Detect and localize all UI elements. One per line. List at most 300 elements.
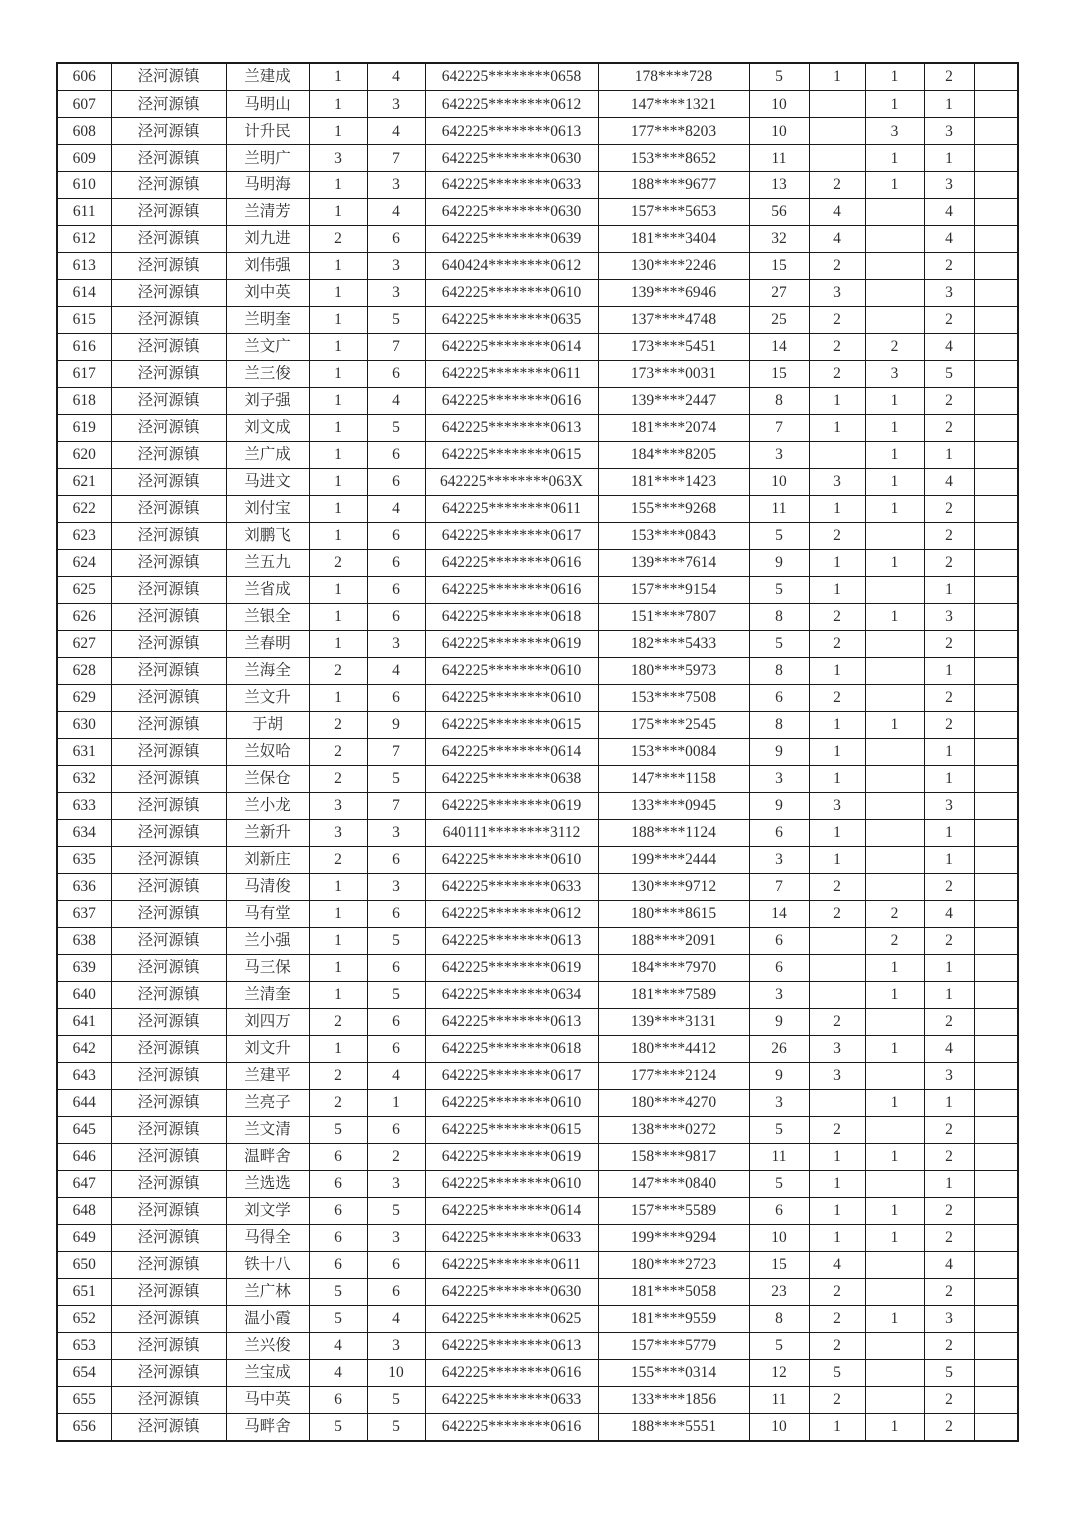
- cell-blank: [974, 91, 1018, 118]
- cell-num-d: 2: [809, 900, 865, 927]
- cell-num-f: 2: [924, 415, 974, 442]
- cell-phone: 199****9294: [598, 1224, 749, 1251]
- cell-num-d: 1: [809, 577, 865, 604]
- cell-town: 泾河源镇: [111, 361, 226, 388]
- cell-town: 泾河源镇: [111, 819, 226, 846]
- cell-num-f: 2: [924, 873, 974, 900]
- cell-num-c: 15: [749, 1251, 809, 1278]
- cell-seq: 649: [57, 1224, 111, 1251]
- cell-name: 马有堂: [226, 900, 309, 927]
- cell-seq: 643: [57, 1062, 111, 1089]
- cell-num-b: 6: [367, 469, 425, 496]
- cell-phone: 188****1124: [598, 819, 749, 846]
- cell-id-number: 642225********0614: [425, 334, 598, 361]
- cell-blank: [974, 738, 1018, 765]
- cell-num-b: 4: [367, 388, 425, 415]
- cell-town: 泾河源镇: [111, 1251, 226, 1278]
- cell-num-d: 2: [809, 630, 865, 657]
- cell-name: 兰银全: [226, 604, 309, 631]
- cell-num-f: 1: [924, 819, 974, 846]
- cell-num-a: 1: [309, 307, 367, 334]
- cell-id-number: 642225********0610: [425, 657, 598, 684]
- cell-num-d: 2: [809, 1278, 865, 1305]
- cell-num-a: 1: [309, 361, 367, 388]
- cell-num-e: [865, 1251, 924, 1278]
- cell-num-c: 5: [749, 1170, 809, 1197]
- cell-town: 泾河源镇: [111, 253, 226, 280]
- cell-num-a: 1: [309, 172, 367, 199]
- cell-num-b: 3: [367, 873, 425, 900]
- cell-num-b: 3: [367, 1224, 425, 1251]
- cell-num-a: 6: [309, 1224, 367, 1251]
- cell-num-f: 1: [924, 954, 974, 981]
- cell-name: 铁十八: [226, 1251, 309, 1278]
- cell-seq: 608: [57, 118, 111, 145]
- cell-num-a: 2: [309, 738, 367, 765]
- cell-num-e: 1: [865, 388, 924, 415]
- cell-num-c: 10: [749, 91, 809, 118]
- cell-num-e: [865, 1278, 924, 1305]
- cell-num-d: 2: [809, 1116, 865, 1143]
- cell-num-a: 2: [309, 1062, 367, 1089]
- cell-num-b: 3: [367, 172, 425, 199]
- cell-num-b: 6: [367, 226, 425, 253]
- cell-num-b: 4: [367, 1062, 425, 1089]
- cell-num-f: 2: [924, 1224, 974, 1251]
- cell-phone: 182****5433: [598, 630, 749, 657]
- table-row: [57, 1035, 1018, 1062]
- cell-phone: 173****0031: [598, 361, 749, 388]
- cell-phone: 153****8652: [598, 145, 749, 172]
- cell-town: 泾河源镇: [111, 1089, 226, 1116]
- cell-num-e: [865, 577, 924, 604]
- cell-num-d: 2: [809, 604, 865, 631]
- cell-num-a: 1: [309, 630, 367, 657]
- table-row: [57, 954, 1018, 981]
- cell-num-a: 5: [309, 1116, 367, 1143]
- cell-num-d: 1: [809, 388, 865, 415]
- cell-town: 泾河源镇: [111, 873, 226, 900]
- cell-blank: [974, 604, 1018, 631]
- cell-num-d: 1: [809, 1413, 865, 1441]
- cell-num-b: 6: [367, 1251, 425, 1278]
- cell-num-e: [865, 1116, 924, 1143]
- cell-num-e: 1: [865, 1413, 924, 1441]
- cell-town: 泾河源镇: [111, 657, 226, 684]
- cell-num-c: 3: [749, 442, 809, 469]
- cell-town: 泾河源镇: [111, 1305, 226, 1332]
- cell-num-c: 6: [749, 819, 809, 846]
- cell-seq: 646: [57, 1143, 111, 1170]
- table-row: [57, 819, 1018, 846]
- cell-id-number: 642225********0617: [425, 1062, 598, 1089]
- table-row: [57, 846, 1018, 873]
- cell-num-b: 6: [367, 1008, 425, 1035]
- cell-num-f: 4: [924, 900, 974, 927]
- cell-seq: 651: [57, 1278, 111, 1305]
- table-row: [57, 280, 1018, 307]
- cell-seq: 615: [57, 307, 111, 334]
- cell-blank: [974, 981, 1018, 1008]
- cell-num-b: 6: [367, 684, 425, 711]
- cell-num-b: 4: [367, 657, 425, 684]
- cell-num-f: 2: [924, 1332, 974, 1359]
- table-row: [57, 172, 1018, 199]
- cell-seq: 619: [57, 415, 111, 442]
- cell-num-b: 7: [367, 738, 425, 765]
- cell-num-a: 6: [309, 1251, 367, 1278]
- cell-blank: [974, 388, 1018, 415]
- cell-phone: 180****4270: [598, 1089, 749, 1116]
- cell-name: 于胡: [226, 711, 309, 738]
- cell-blank: [974, 1278, 1018, 1305]
- table-row: [57, 577, 1018, 604]
- cell-town: 泾河源镇: [111, 738, 226, 765]
- cell-num-e: 1: [865, 145, 924, 172]
- cell-num-b: 5: [367, 927, 425, 954]
- cell-num-c: 6: [749, 927, 809, 954]
- cell-id-number: 642225********0611: [425, 1251, 598, 1278]
- cell-id-number: 642225********0614: [425, 738, 598, 765]
- cell-id-number: 642225********0630: [425, 1278, 598, 1305]
- cell-phone: 138****0272: [598, 1116, 749, 1143]
- cell-seq: 606: [57, 63, 111, 91]
- cell-town: 泾河源镇: [111, 1035, 226, 1062]
- cell-num-e: [865, 280, 924, 307]
- cell-num-a: 2: [309, 226, 367, 253]
- cell-seq: 650: [57, 1251, 111, 1278]
- cell-seq: 640: [57, 981, 111, 1008]
- cell-name: 兰新升: [226, 819, 309, 846]
- cell-seq: 638: [57, 927, 111, 954]
- cell-id-number: 642225********0619: [425, 630, 598, 657]
- table-row: [57, 1224, 1018, 1251]
- cell-num-e: [865, 1170, 924, 1197]
- cell-num-f: 2: [924, 630, 974, 657]
- cell-num-e: 1: [865, 172, 924, 199]
- cell-blank: [974, 765, 1018, 792]
- cell-num-e: [865, 226, 924, 253]
- table-row: [57, 1116, 1018, 1143]
- cell-id-number: 642225********0658: [425, 63, 598, 91]
- cell-town: 泾河源镇: [111, 334, 226, 361]
- cell-num-f: 3: [924, 792, 974, 819]
- cell-num-f: 1: [924, 1089, 974, 1116]
- cell-id-number: 642225********0613: [425, 1008, 598, 1035]
- cell-num-e: [865, 1008, 924, 1035]
- cell-num-e: [865, 765, 924, 792]
- table-row: [57, 63, 1018, 91]
- cell-num-f: 4: [924, 1035, 974, 1062]
- cell-name: 刘付宝: [226, 496, 309, 523]
- cell-num-b: 6: [367, 550, 425, 577]
- cell-id-number: 642225********0634: [425, 981, 598, 1008]
- cell-blank: [974, 1008, 1018, 1035]
- cell-num-b: 3: [367, 1332, 425, 1359]
- cell-num-e: [865, 307, 924, 334]
- cell-num-e: 1: [865, 1143, 924, 1170]
- cell-seq: 635: [57, 846, 111, 873]
- cell-phone: 130****2246: [598, 253, 749, 280]
- table-row: [57, 91, 1018, 118]
- cell-phone: 147****0840: [598, 1170, 749, 1197]
- cell-phone: 180****4412: [598, 1035, 749, 1062]
- cell-name: 兰五九: [226, 550, 309, 577]
- cell-blank: [974, 550, 1018, 577]
- cell-num-c: 8: [749, 1305, 809, 1332]
- cell-blank: [974, 1359, 1018, 1386]
- cell-num-c: 8: [749, 711, 809, 738]
- table-row: [57, 415, 1018, 442]
- cell-blank: [974, 1035, 1018, 1062]
- cell-name: 兰省成: [226, 577, 309, 604]
- cell-num-e: 1: [865, 1089, 924, 1116]
- table-row: [57, 981, 1018, 1008]
- table-row: [57, 334, 1018, 361]
- cell-num-b: 6: [367, 846, 425, 873]
- cell-num-b: 3: [367, 819, 425, 846]
- cell-id-number: 642225********0612: [425, 900, 598, 927]
- cell-num-e: [865, 1359, 924, 1386]
- cell-town: 泾河源镇: [111, 442, 226, 469]
- cell-num-a: 1: [309, 1035, 367, 1062]
- cell-num-f: 1: [924, 981, 974, 1008]
- cell-seq: 622: [57, 496, 111, 523]
- cell-num-c: 15: [749, 361, 809, 388]
- cell-blank: [974, 253, 1018, 280]
- table-row: [57, 792, 1018, 819]
- cell-num-c: 5: [749, 577, 809, 604]
- cell-seq: 629: [57, 684, 111, 711]
- cell-num-e: 1: [865, 442, 924, 469]
- cell-seq: 610: [57, 172, 111, 199]
- cell-num-f: 1: [924, 145, 974, 172]
- cell-blank: [974, 1305, 1018, 1332]
- cell-num-d: 3: [809, 792, 865, 819]
- cell-id-number: 642225********0613: [425, 1332, 598, 1359]
- cell-seq: 636: [57, 873, 111, 900]
- cell-num-a: 1: [309, 388, 367, 415]
- cell-num-c: 9: [749, 550, 809, 577]
- cell-name: 刘四万: [226, 1008, 309, 1035]
- cell-num-d: 2: [809, 361, 865, 388]
- cell-name: 刘子强: [226, 388, 309, 415]
- cell-num-e: [865, 792, 924, 819]
- cell-num-a: 6: [309, 1386, 367, 1413]
- cell-num-a: 2: [309, 550, 367, 577]
- cell-phone: 177****8203: [598, 118, 749, 145]
- table-row: [57, 900, 1018, 927]
- cell-num-a: 3: [309, 145, 367, 172]
- cell-num-c: 6: [749, 1197, 809, 1224]
- cell-id-number: 642225********0619: [425, 1143, 598, 1170]
- cell-num-a: 6: [309, 1170, 367, 1197]
- table-row: [57, 1305, 1018, 1332]
- cell-id-number: 640424********0612: [425, 253, 598, 280]
- table-row: [57, 442, 1018, 469]
- cell-num-b: 4: [367, 496, 425, 523]
- cell-name: 马三保: [226, 954, 309, 981]
- cell-num-f: 4: [924, 226, 974, 253]
- table-row: [57, 873, 1018, 900]
- cell-num-e: 1: [865, 469, 924, 496]
- cell-seq: 648: [57, 1197, 111, 1224]
- cell-town: 泾河源镇: [111, 765, 226, 792]
- cell-seq: 628: [57, 657, 111, 684]
- cell-name: 马明山: [226, 91, 309, 118]
- cell-num-a: 2: [309, 657, 367, 684]
- cell-phone: 139****7614: [598, 550, 749, 577]
- cell-num-b: 6: [367, 577, 425, 604]
- cell-id-number: 642225********0613: [425, 118, 598, 145]
- cell-name: 兰保仓: [226, 765, 309, 792]
- cell-town: 泾河源镇: [111, 226, 226, 253]
- cell-seq: 626: [57, 604, 111, 631]
- cell-num-e: 1: [865, 550, 924, 577]
- cell-num-c: 10: [749, 1224, 809, 1251]
- cell-phone: 157****5779: [598, 1332, 749, 1359]
- cell-num-d: [809, 145, 865, 172]
- cell-num-e: 2: [865, 334, 924, 361]
- cell-phone: 155****0314: [598, 1359, 749, 1386]
- cell-num-c: 6: [749, 954, 809, 981]
- cell-blank: [974, 711, 1018, 738]
- cell-id-number: 642225********0610: [425, 1170, 598, 1197]
- cell-id-number: 642225********0630: [425, 199, 598, 226]
- cell-num-e: [865, 199, 924, 226]
- cell-blank: [974, 199, 1018, 226]
- cell-num-e: 1: [865, 63, 924, 91]
- cell-seq: 641: [57, 1008, 111, 1035]
- cell-phone: 188****2091: [598, 927, 749, 954]
- cell-num-c: 11: [749, 145, 809, 172]
- cell-phone: 139****2447: [598, 388, 749, 415]
- cell-id-number: 642225********0615: [425, 711, 598, 738]
- cell-num-e: [865, 873, 924, 900]
- cell-town: 泾河源镇: [111, 1224, 226, 1251]
- cell-num-e: [865, 657, 924, 684]
- cell-town: 泾河源镇: [111, 145, 226, 172]
- cell-id-number: 642225********0615: [425, 1116, 598, 1143]
- cell-num-a: 1: [309, 981, 367, 1008]
- cell-num-c: 5: [749, 1116, 809, 1143]
- cell-num-f: 1: [924, 91, 974, 118]
- table-row: [57, 226, 1018, 253]
- cell-phone: 181****2074: [598, 415, 749, 442]
- cell-num-a: 1: [309, 91, 367, 118]
- table-row: [57, 253, 1018, 280]
- cell-num-f: 1: [924, 846, 974, 873]
- cell-num-d: 2: [809, 684, 865, 711]
- cell-id-number: 642225********0633: [425, 1386, 598, 1413]
- cell-town: 泾河源镇: [111, 469, 226, 496]
- cell-phone: 180****2723: [598, 1251, 749, 1278]
- cell-seq: 656: [57, 1413, 111, 1441]
- cell-blank: [974, 954, 1018, 981]
- cell-num-a: 3: [309, 792, 367, 819]
- cell-num-c: 7: [749, 873, 809, 900]
- cell-num-e: [865, 846, 924, 873]
- cell-num-c: 8: [749, 657, 809, 684]
- cell-num-e: 1: [865, 91, 924, 118]
- cell-num-b: 4: [367, 1305, 425, 1332]
- cell-num-b: 3: [367, 1170, 425, 1197]
- cell-seq: 612: [57, 226, 111, 253]
- cell-id-number: 642225********0614: [425, 1197, 598, 1224]
- cell-num-a: 1: [309, 577, 367, 604]
- cell-name: 刘鹏飞: [226, 523, 309, 550]
- cell-num-f: 2: [924, 1413, 974, 1441]
- cell-num-d: 1: [809, 1197, 865, 1224]
- cell-id-number: 642225********0616: [425, 550, 598, 577]
- table-row: [57, 469, 1018, 496]
- cell-town: 泾河源镇: [111, 1359, 226, 1386]
- cell-name: 马中英: [226, 1386, 309, 1413]
- cell-blank: [974, 684, 1018, 711]
- cell-num-a: 1: [309, 684, 367, 711]
- cell-num-a: 1: [309, 118, 367, 145]
- cell-town: 泾河源镇: [111, 846, 226, 873]
- cell-num-e: [865, 523, 924, 550]
- cell-num-d: 3: [809, 1062, 865, 1089]
- table-row: [57, 307, 1018, 334]
- cell-blank: [974, 1062, 1018, 1089]
- cell-phone: 147****1158: [598, 765, 749, 792]
- cell-num-f: 2: [924, 684, 974, 711]
- cell-id-number: 642225********0633: [425, 172, 598, 199]
- cell-num-d: [809, 981, 865, 1008]
- cell-num-f: 1: [924, 1170, 974, 1197]
- cell-name: 兰海全: [226, 657, 309, 684]
- cell-num-f: 2: [924, 253, 974, 280]
- cell-blank: [974, 873, 1018, 900]
- cell-num-e: 1: [865, 711, 924, 738]
- cell-blank: [974, 792, 1018, 819]
- cell-town: 泾河源镇: [111, 91, 226, 118]
- cell-phone: 181****1423: [598, 469, 749, 496]
- cell-town: 泾河源镇: [111, 1386, 226, 1413]
- cell-num-c: 3: [749, 1089, 809, 1116]
- cell-name: 兰文广: [226, 334, 309, 361]
- cell-id-number: 642225********0615: [425, 442, 598, 469]
- cell-phone: 137****4748: [598, 307, 749, 334]
- cell-id-number: 642225********0613: [425, 927, 598, 954]
- cell-blank: [974, 145, 1018, 172]
- cell-num-e: 1: [865, 604, 924, 631]
- cell-num-f: 4: [924, 469, 974, 496]
- cell-num-d: 2: [809, 1332, 865, 1359]
- cell-num-a: 1: [309, 63, 367, 91]
- cell-num-c: 7: [749, 415, 809, 442]
- cell-blank: [974, 819, 1018, 846]
- cell-phone: 151****7807: [598, 604, 749, 631]
- cell-num-e: 1: [865, 1224, 924, 1251]
- cell-blank: [974, 1170, 1018, 1197]
- cell-phone: 139****3131: [598, 1008, 749, 1035]
- cell-num-c: 15: [749, 253, 809, 280]
- cell-num-e: 1: [865, 954, 924, 981]
- cell-blank: [974, 630, 1018, 657]
- cell-name: 刘文升: [226, 1035, 309, 1062]
- cell-num-c: 12: [749, 1359, 809, 1386]
- cell-num-a: 1: [309, 253, 367, 280]
- cell-num-f: 2: [924, 1116, 974, 1143]
- cell-num-f: 3: [924, 172, 974, 199]
- cell-id-number: 642225********0616: [425, 1359, 598, 1386]
- cell-name: 兰宝成: [226, 1359, 309, 1386]
- cell-num-a: 3: [309, 819, 367, 846]
- cell-name: 兰清芳: [226, 199, 309, 226]
